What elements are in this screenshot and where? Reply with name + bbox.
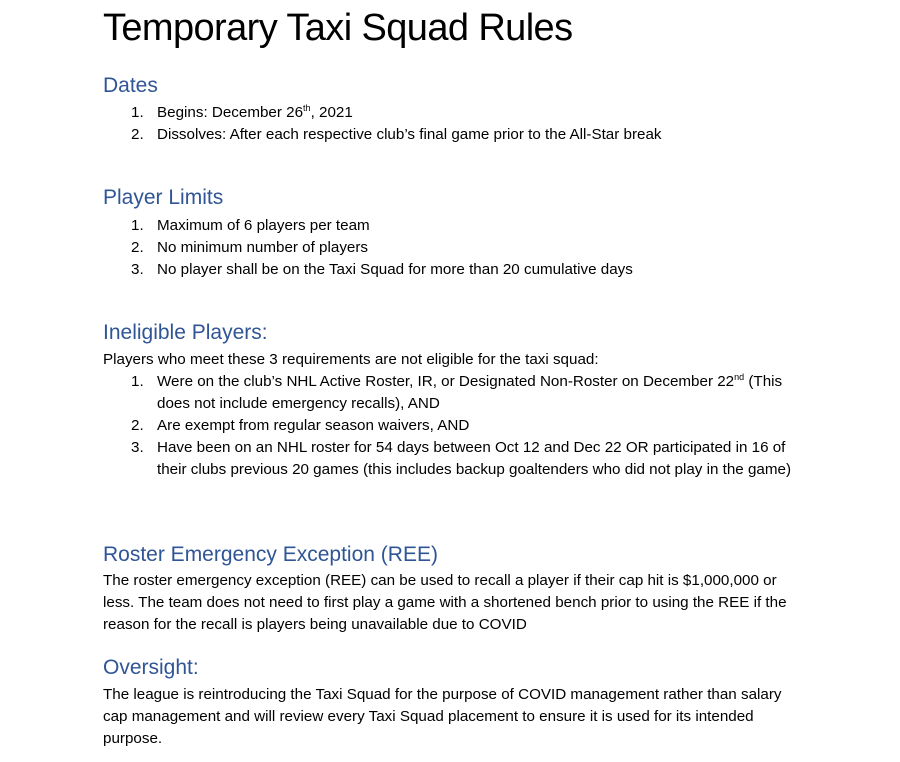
list-number: 2.: [131, 239, 144, 256]
ineligible-list: [103, 371, 803, 481]
list-item: [103, 259, 803, 281]
ree-body: The roster emergency exception (REE) can be used to recall a player if their cap hit is $1,000,000 or less. The team does not need to first play a game with a shortened bench prior to using the REE if the reason for the recall is players being unavailable due to COVID: [103, 572, 787, 633]
list-item-text: Maximum of 6 players per team: [157, 217, 370, 234]
list-number: 3.: [131, 261, 144, 278]
player-limits-list: [103, 215, 803, 281]
list-item: [103, 124, 803, 146]
list-item-text: , 2021: [310, 104, 353, 121]
oversight-body: The league is reintroducing the Taxi Squad for the purpose of COVID management rather than salary cap management and will review every Taxi Squad placement to ensure it is used for its intended purpose.: [103, 686, 782, 747]
list-item: [103, 437, 803, 481]
list-item: [103, 371, 803, 415]
section-heading-ineligible-players: Ineligible Players:: [103, 321, 268, 344]
list-item: [103, 215, 803, 237]
list-number: 1.: [131, 373, 144, 390]
list-item-text: Begins: December 26: [157, 104, 304, 121]
ineligible-intro: Players who meet these 3 requirements are not eligible for the taxi squad:: [103, 351, 599, 368]
list-item-text: No minimum number of players: [157, 239, 369, 256]
list-item: [103, 102, 803, 124]
list-number: 2.: [131, 126, 144, 143]
section-heading-oversight: Oversight:: [103, 656, 199, 679]
superscript: th: [303, 103, 311, 113]
list-item-text: Are exempt from regular season waivers, AND: [157, 417, 470, 434]
list-number: 1.: [131, 217, 144, 234]
section-heading-player-limits: Player Limits: [103, 186, 224, 209]
list-item-text: (This does not include emergency recalls), AND: [157, 373, 783, 412]
superscript: nd: [734, 372, 745, 382]
list-item: [103, 237, 803, 259]
list-number: 2.: [131, 417, 144, 434]
list-number: 3.: [131, 439, 144, 456]
list-item-text: Dissolves: After each respective club’s final game prior to the All-Star break: [157, 126, 662, 143]
section-heading-dates: Dates: [103, 74, 158, 97]
list-number: 1.: [131, 104, 144, 121]
document-title: Temporary Taxi Squad Rules: [103, 7, 573, 49]
list-item: [103, 415, 803, 437]
section-heading-ree: Roster Emergency Exception (REE): [103, 543, 438, 566]
list-item-text: Have been on an NHL roster for 54 days between Oct 12 and Dec 22 OR participated in 16 of their clubs previous 20 games (this includes backup goaltenders who did not play in the game): [157, 439, 792, 478]
dates-list: [103, 102, 803, 146]
list-item-text: Were on the club’s NHL Active Roster, IR, or Designated Non-Roster on December 22: [157, 373, 735, 390]
list-item-text: No player shall be on the Taxi Squad for more than 20 cumulative days: [157, 261, 633, 278]
